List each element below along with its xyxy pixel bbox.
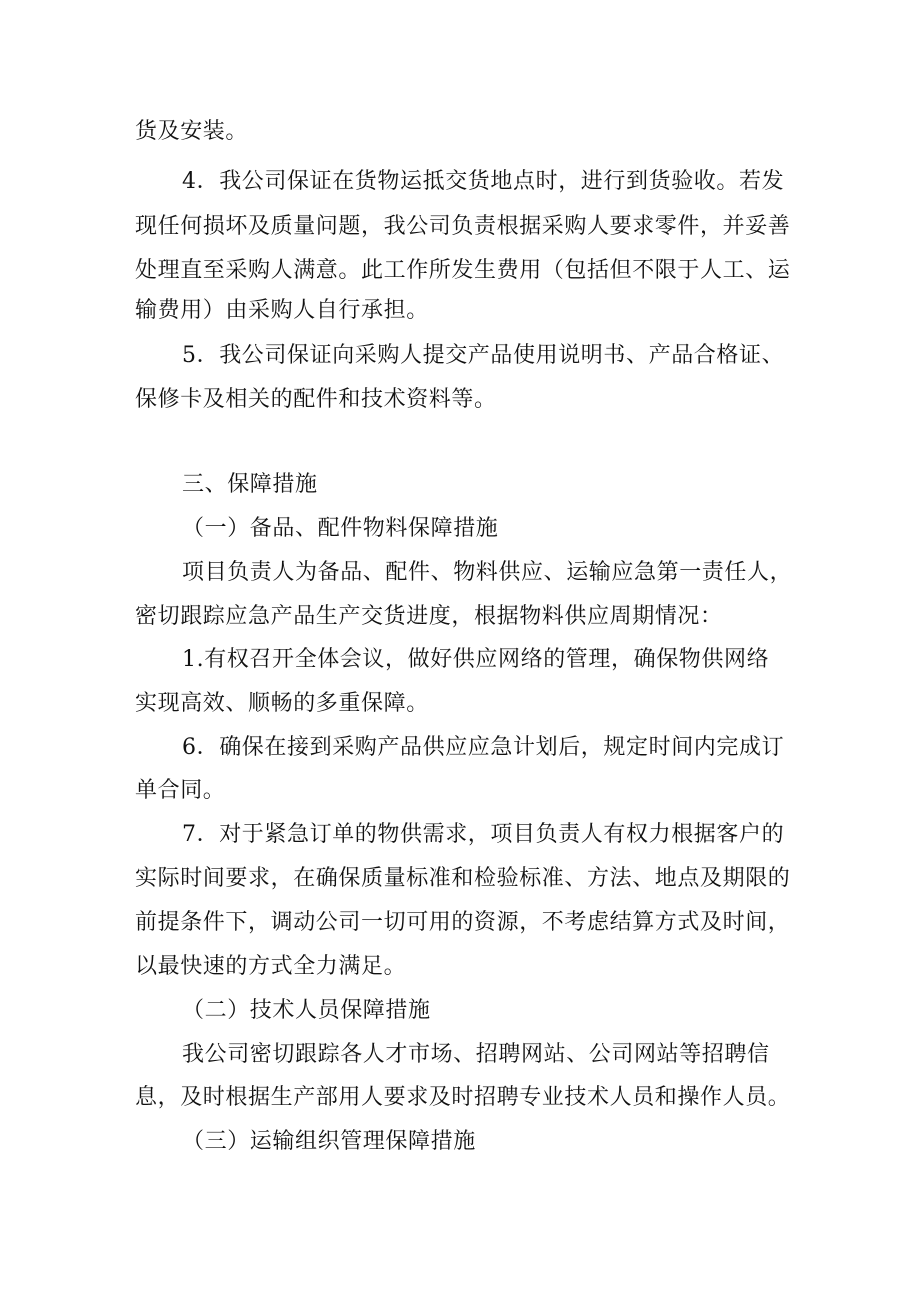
- text-line: 1.有权召开全体会议，做好供应网络的管理，确保物供网络: [182, 647, 770, 672]
- text-line: 现任何损坏及质量问题，我公司负责根据采购人要求零件，并妥善: [135, 214, 791, 239]
- text-line: 我公司密切跟踪各人才市场、招聘网站、公司网站等招聘信: [182, 1042, 770, 1067]
- text-line: 处理直至采购人满意。此工作所发生费用（包括但不限于人工、运: [135, 258, 791, 283]
- text-line: 项目负责人为备品、配件、物料供应、运输应急第一责任人，: [182, 560, 793, 585]
- text-line: 前提条件下，调动公司一切可用的资源，不考虑结算方式及时间，: [135, 910, 791, 935]
- text-line: 息，及时根据生产部用人要求及时招聘专业技术人员和操作人员。: [135, 1085, 791, 1110]
- text-line: 密切跟踪应急产品生产交货进度，根据物料供应周期情况：: [135, 604, 723, 629]
- text-line: 6．确保在接到采购产品供应应急计划后，规定时间内完成订: [182, 735, 785, 760]
- text-line: 货及安装。: [135, 119, 249, 144]
- text-line: 单合同。: [135, 778, 226, 803]
- text-line: 4．我公司保证在货物运抵交货地点时，进行到货验收。若发: [182, 169, 785, 194]
- text-line: 实际时间要求，在确保质量标准和检验标准、方法、地点及期限的: [135, 866, 791, 891]
- subsection-heading: （三）运输组织管理保障措施: [182, 1129, 476, 1154]
- text-line: 实现高效、顺畅的多重保障。: [135, 691, 429, 716]
- text-line: 5．我公司保证向采购人提交产品使用说明书、产品合格证、: [182, 343, 785, 368]
- text-line: 输费用）由采购人自行承担。: [135, 298, 429, 323]
- text-line: 保修卡及相关的配件和技术资料等。: [135, 387, 497, 412]
- subsection-heading: （一）备品、配件物料保障措施: [182, 516, 499, 541]
- section-heading: 三、保障措施: [182, 472, 318, 497]
- text-line: 7．对于紧急订单的物供需求，项目负责人有权力根据客户的: [182, 822, 785, 847]
- subsection-heading: （二）技术人员保障措施: [182, 998, 431, 1023]
- text-line: 以最快速的方式全力满足。: [135, 954, 407, 979]
